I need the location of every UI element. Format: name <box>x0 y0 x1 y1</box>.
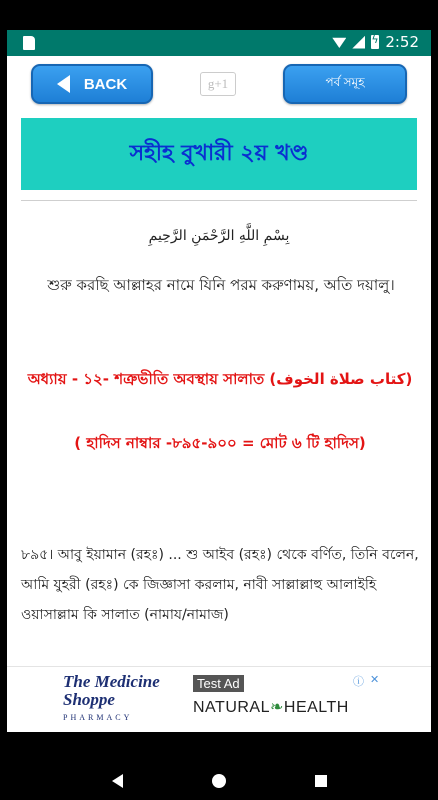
ad-content[interactable] <box>59 671 379 723</box>
phone-frame <box>7 0 431 800</box>
ad-banner[interactable] <box>7 666 431 732</box>
google-plus-one-button[interactable]: g+1 <box>200 72 236 96</box>
wifi-icon <box>332 36 346 48</box>
intro-text: শুরু করছি আল্লাহর নামে যিনি পরম করুণাময়, অতি দয়ালু। <box>47 276 395 294</box>
ad-logo: The Medicine Shoppe PHARMACY <box>63 672 160 722</box>
back-arrow-icon <box>57 75 70 93</box>
status-time: 2:52 <box>385 33 419 51</box>
hadith-body-text: ৮৯৫। আবু ইয়ামান (রহঃ) ... শু আইব (রহঃ) থেকে বর্ণিত, তিনি বলেন, আমি যুহরী (রহঃ) কে জিজ্ঞাসা করলাম, নাবী সাল্লাল্লাহু আলাইহি ওয়াসাল্লাম কি সালাত (নামায/নামাজ) <box>21 547 419 623</box>
hadis-range-text: ( হাদিস নাম্বার -৮৯৫-৯০০ = মোট ৬ টি হাদিস) <box>74 434 366 452</box>
ad-info-icon[interactable]: ⓘ <box>353 675 364 688</box>
signal-icon <box>352 36 365 49</box>
sd-card-icon <box>23 36 35 50</box>
back-button[interactable] <box>31 64 153 104</box>
battery-charging-icon <box>371 35 379 49</box>
page-title: সহীহ বুখারী ২য় খণ্ড <box>129 140 309 166</box>
status-bar <box>7 30 431 56</box>
nav-home-icon[interactable] <box>212 774 226 788</box>
parts-list-button[interactable] <box>283 64 407 104</box>
ad-close-icon[interactable]: ✕ <box>370 673 380 686</box>
page-title-banner <box>21 118 417 190</box>
ad-test-label: Test Ad <box>193 675 244 692</box>
nav-back-icon[interactable] <box>112 774 123 788</box>
parts-list-label: পর্ব সমূহ <box>325 75 365 89</box>
ad-brand-text: NATURAL❧HEALTH <box>193 699 349 716</box>
main-content[interactable] <box>7 56 431 666</box>
chapter-heading: অধ্যায় - ১২- শত্রুভীতি অবস্থায় সালাত (كتاب صلاة الخوف) <box>27 370 413 388</box>
nav-recents-icon[interactable] <box>315 775 327 787</box>
navigation-bar <box>7 762 431 800</box>
ad-controls <box>353 673 379 689</box>
back-button-label: BACK <box>83 75 128 93</box>
bismillah-text: بِسْمِ اللَّهِ الرَّحْمَنِ الرَّحِيمِ <box>148 228 290 244</box>
leaf-icon: ❧ <box>270 699 284 716</box>
divider <box>21 200 417 201</box>
